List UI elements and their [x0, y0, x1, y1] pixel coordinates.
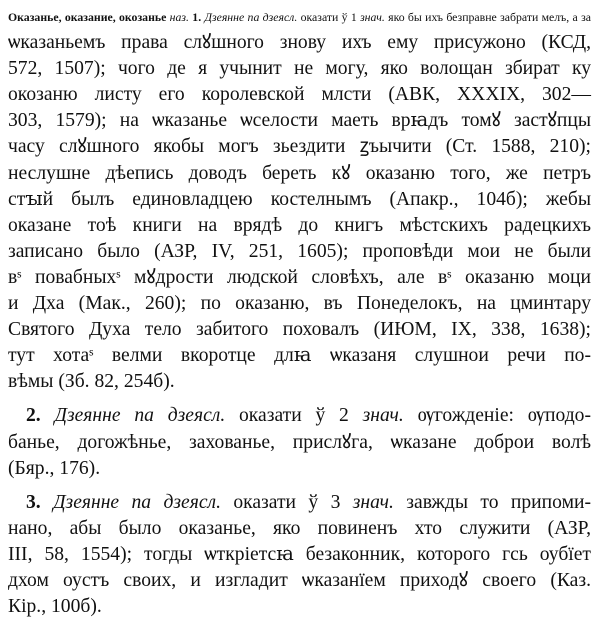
sense-number: 3. [26, 491, 41, 513]
sense-1-line: окозаню листу его королевской млсти (АВК, XXXIX, 302— [8, 84, 591, 106]
sense-1-line: записано было (АЗР, IV, 251, 1605); проповѣди мои не были [8, 240, 591, 262]
entry-paragraph-sense-1 [8, 4, 591, 395]
sense-2-line: банье, догожѣнье, захованье, прислꙋга, ѡказане доброи волѣ [8, 431, 591, 453]
sense-1-line: 303, 1579); на ѡказанье ѡселости маеть врꙗдъ томꙋ застꙋпцы [8, 110, 591, 132]
sense-2-line: Дзеянне па дзеясл. оказати ў 2 знач. ѹгожденіе: ѹподо- [54, 405, 591, 427]
entry-paragraph-sense-3 [8, 490, 591, 620]
entry-first-line [8, 4, 591, 30]
sense-1-line: ѡказаньемъ права слꙋшного знову ихъ ему присужоно (КСД, [8, 32, 591, 54]
sense-2-line: (Бяр., 176). [8, 457, 101, 479]
sense-1-line: Дзеянне па дзеясл. оказати ў 1 знач. яко бы ихъ безправне забрати мелъ, а за [204, 10, 591, 24]
sense-number: 1. [192, 10, 202, 24]
sense-1-line: часу слꙋшного якобы могъ зьездити ꙁъычити (Ст. 1588, 210); [8, 136, 591, 158]
sense-reference-label: знач. [362, 405, 404, 427]
definition-label: Дзеянне па дзеясл. [53, 491, 221, 513]
headword: Оказанье, оказание, окозанье [8, 10, 167, 24]
sense-3-line: Дзеянне па дзеясл. оказати ў 3 знач. завжды то припоми- [53, 491, 591, 513]
sense-1-line: вѣмы (Зб. 82, 254б). [8, 371, 175, 393]
sense-1-line: Святого Духа тело забитого поховалъ (ИЮМ, IX, 338, 1638); [8, 319, 591, 341]
definition-label: Дзеянне па дзеясл. [204, 10, 298, 24]
sense-1-line: тут хотаˢ велми вкоротце длꙗ ѡказаня слушнои речи по- [8, 345, 591, 367]
sense-3-line: нано, абы было оказанье, яко повиненъ хто служити (АЗР, [8, 517, 591, 539]
sense-3-line: Кір., 100б). [8, 596, 102, 618]
sense-3-line: III, 58, 1554); тогды ѡткріетсꙗ безаконник, которого гсь оубїет [8, 543, 591, 565]
sense-number: 2. [26, 405, 41, 427]
entry-paragraph-sense-2 [8, 403, 591, 481]
sense-1-line: оказане тоѣ книги на врядѣ до книгъ мѣстскихъ радецкихъ [8, 214, 591, 236]
part-of-speech: наз. [169, 10, 189, 24]
definition-label: Дзеянне па дзеясл. [54, 405, 226, 427]
sense-2-first-line [8, 403, 591, 429]
sense-3-line: дхом оустъ своих, и изгладит ѡказанїем приходꙋ своего (Каз. [8, 569, 591, 591]
sense-1-line: стꙑй былъ единовладцею костелнымъ (Апакр., 104б); жебы [8, 188, 591, 210]
sense-1-line: 572, 1507); чого де я учынит не могу, яко волощан збират ку [8, 58, 591, 80]
sense-3-first-line [8, 490, 591, 516]
sense-1-line: неслушне дѣепись доводъ береть кꙋ оказаню того, же петръ [8, 162, 591, 184]
sense-reference-label: знач. [352, 491, 394, 513]
sense-reference-label: знач. [360, 10, 385, 24]
sense-1-line: вˢ повабныхˢ мꙋдрости людской словѣхъ, але вˢ оказаню моци [8, 266, 591, 288]
sense-1-line: и Дха (Мак., 260); по оказаню, въ Понеделокъ, на цминтару [8, 293, 591, 315]
